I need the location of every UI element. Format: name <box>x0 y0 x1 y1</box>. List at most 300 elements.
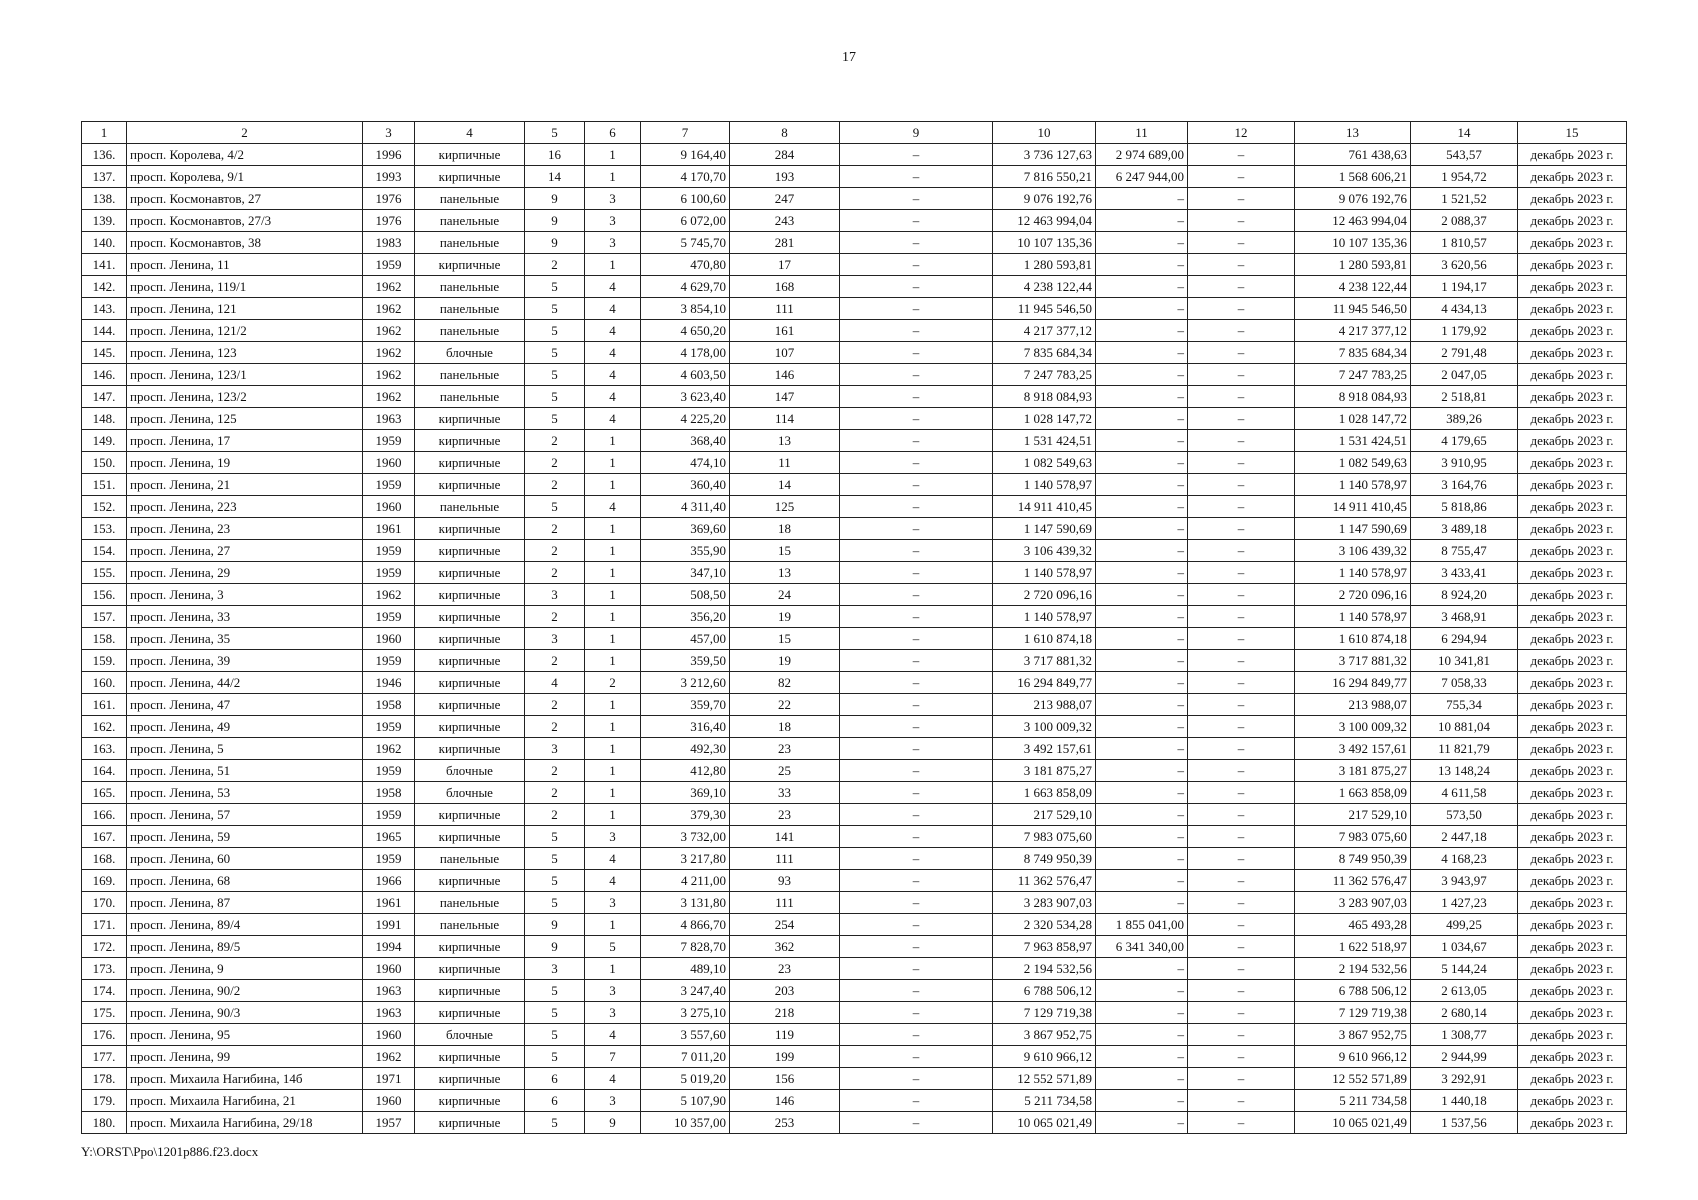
col9-cell: – <box>840 1112 993 1134</box>
col14-cell: 3 943,97 <box>1411 870 1518 892</box>
col12-cell: – <box>1188 276 1295 298</box>
residents-cell: 193 <box>730 166 840 188</box>
col9-cell: – <box>840 276 993 298</box>
total-cost-cell: 7 963 858,97 <box>993 936 1096 958</box>
entrances-cell: 1 <box>585 650 641 672</box>
entrances-cell: 1 <box>585 760 641 782</box>
area-cell: 347,10 <box>641 562 730 584</box>
col14-cell: 6 294,94 <box>1411 628 1518 650</box>
area-cell: 4 866,70 <box>641 914 730 936</box>
address-cell: просп. Михаила Нагибина, 29/18 <box>127 1112 363 1134</box>
year-cell: 1983 <box>363 232 415 254</box>
table-row <box>82 430 1627 452</box>
address-cell: просп. Ленина, 123/2 <box>127 386 363 408</box>
table-row <box>82 650 1627 672</box>
col13-cell: 10 107 135,36 <box>1295 232 1411 254</box>
total-cost-cell: 1 028 147,72 <box>993 408 1096 430</box>
col9-cell: – <box>840 650 993 672</box>
residents-cell: 111 <box>730 848 840 870</box>
row-number-cell: 145. <box>82 342 127 364</box>
entrances-cell: 1 <box>585 782 641 804</box>
floors-cell: 2 <box>525 562 585 584</box>
residents-cell: 19 <box>730 606 840 628</box>
col14-cell: 1 440,18 <box>1411 1090 1518 1112</box>
area-cell: 360,40 <box>641 474 730 496</box>
year-cell: 1991 <box>363 914 415 936</box>
header-row <box>82 122 1627 144</box>
entrances-cell: 1 <box>585 628 641 650</box>
floors-cell: 3 <box>525 738 585 760</box>
col11-cell: – <box>1096 1046 1188 1068</box>
floors-cell: 9 <box>525 188 585 210</box>
col13-cell: 1 280 593,81 <box>1295 254 1411 276</box>
row-number-cell: 176. <box>82 1024 127 1046</box>
col14-cell: 2 791,48 <box>1411 342 1518 364</box>
col14-cell: 10 341,81 <box>1411 650 1518 672</box>
floors-cell: 6 <box>525 1068 585 1090</box>
col11-cell: 6 247 944,00 <box>1096 166 1188 188</box>
address-cell: просп. Ленина, 90/3 <box>127 1002 363 1024</box>
col9-cell: – <box>840 474 993 496</box>
residents-cell: 141 <box>730 826 840 848</box>
address-cell: просп. Космонавтов, 27/3 <box>127 210 363 232</box>
wall-material-cell: кирпичные <box>415 430 525 452</box>
col9-cell: – <box>840 298 993 320</box>
col13-cell: 14 911 410,45 <box>1295 496 1411 518</box>
area-cell: 457,00 <box>641 628 730 650</box>
address-cell: просп. Ленина, 89/5 <box>127 936 363 958</box>
row-number-cell: 180. <box>82 1112 127 1134</box>
col9-cell: – <box>840 1090 993 1112</box>
table-row <box>82 1002 1627 1024</box>
col13-cell: 12 552 571,89 <box>1295 1068 1411 1090</box>
residents-cell: 247 <box>730 188 840 210</box>
col14-cell: 4 434,13 <box>1411 298 1518 320</box>
row-number-cell: 163. <box>82 738 127 760</box>
table-row <box>82 210 1627 232</box>
area-cell: 5 107,90 <box>641 1090 730 1112</box>
row-number-cell: 136. <box>82 144 127 166</box>
deadline-cell: декабрь 2023 г. <box>1518 474 1627 496</box>
table-row <box>82 364 1627 386</box>
wall-material-cell: кирпичные <box>415 254 525 276</box>
area-cell: 368,40 <box>641 430 730 452</box>
residents-cell: 119 <box>730 1024 840 1046</box>
col14-cell: 389,26 <box>1411 408 1518 430</box>
floors-cell: 5 <box>525 408 585 430</box>
entrances-cell: 4 <box>585 1024 641 1046</box>
area-cell: 4 629,70 <box>641 276 730 298</box>
floors-cell: 2 <box>525 782 585 804</box>
floors-cell: 5 <box>525 342 585 364</box>
table-row <box>82 1112 1627 1134</box>
residents-cell: 18 <box>730 518 840 540</box>
deadline-cell: декабрь 2023 г. <box>1518 232 1627 254</box>
col11-cell: – <box>1096 562 1188 584</box>
col14-cell: 10 881,04 <box>1411 716 1518 738</box>
wall-material-cell: блочные <box>415 760 525 782</box>
entrances-cell: 2 <box>585 672 641 694</box>
residents-cell: 253 <box>730 1112 840 1134</box>
residents-cell: 25 <box>730 760 840 782</box>
col11-cell: – <box>1096 628 1188 650</box>
wall-material-cell: кирпичные <box>415 606 525 628</box>
column-header: 5 <box>525 122 585 144</box>
col9-cell: – <box>840 716 993 738</box>
row-number-cell: 159. <box>82 650 127 672</box>
total-cost-cell: 9 610 966,12 <box>993 1046 1096 1068</box>
wall-material-cell: кирпичные <box>415 936 525 958</box>
floors-cell: 2 <box>525 518 585 540</box>
floors-cell: 3 <box>525 628 585 650</box>
col9-cell: – <box>840 452 993 474</box>
floors-cell: 5 <box>525 870 585 892</box>
wall-material-cell: панельные <box>415 298 525 320</box>
wall-material-cell: кирпичные <box>415 1090 525 1112</box>
col12-cell: – <box>1188 452 1295 474</box>
total-cost-cell: 1 280 593,81 <box>993 254 1096 276</box>
col11-cell: – <box>1096 210 1188 232</box>
year-cell: 1958 <box>363 782 415 804</box>
wall-material-cell: блочные <box>415 782 525 804</box>
col14-cell: 7 058,33 <box>1411 672 1518 694</box>
year-cell: 1960 <box>363 1024 415 1046</box>
total-cost-cell: 1 082 549,63 <box>993 452 1096 474</box>
col9-cell: – <box>840 232 993 254</box>
table-row <box>82 144 1627 166</box>
entrances-cell: 4 <box>585 496 641 518</box>
col13-cell: 12 463 994,04 <box>1295 210 1411 232</box>
table-body <box>82 144 1627 1134</box>
year-cell: 1959 <box>363 650 415 672</box>
wall-material-cell: кирпичные <box>415 474 525 496</box>
col11-cell: – <box>1096 1068 1188 1090</box>
area-cell: 5 745,70 <box>641 232 730 254</box>
col12-cell: – <box>1188 936 1295 958</box>
row-number-cell: 146. <box>82 364 127 386</box>
col11-cell: 2 974 689,00 <box>1096 144 1188 166</box>
total-cost-cell: 11 362 576,47 <box>993 870 1096 892</box>
entrances-cell: 1 <box>585 606 641 628</box>
column-header: 15 <box>1518 122 1627 144</box>
deadline-cell: декабрь 2023 г. <box>1518 804 1627 826</box>
year-cell: 1959 <box>363 760 415 782</box>
area-cell: 4 603,50 <box>641 364 730 386</box>
floors-cell: 3 <box>525 584 585 606</box>
col9-cell: – <box>840 804 993 826</box>
col12-cell: – <box>1188 804 1295 826</box>
total-cost-cell: 213 988,07 <box>993 694 1096 716</box>
row-number-cell: 151. <box>82 474 127 496</box>
area-cell: 7 011,20 <box>641 1046 730 1068</box>
col13-cell: 3 492 157,61 <box>1295 738 1411 760</box>
floors-cell: 5 <box>525 892 585 914</box>
year-cell: 1959 <box>363 804 415 826</box>
col11-cell: – <box>1096 298 1188 320</box>
year-cell: 1962 <box>363 342 415 364</box>
entrances-cell: 1 <box>585 562 641 584</box>
floors-cell: 5 <box>525 980 585 1002</box>
residents-cell: 23 <box>730 804 840 826</box>
entrances-cell: 4 <box>585 342 641 364</box>
row-number-cell: 156. <box>82 584 127 606</box>
col12-cell: – <box>1188 166 1295 188</box>
year-cell: 1959 <box>363 254 415 276</box>
deadline-cell: декабрь 2023 г. <box>1518 166 1627 188</box>
address-cell: просп. Ленина, 223 <box>127 496 363 518</box>
address-cell: просп. Космонавтов, 27 <box>127 188 363 210</box>
entrances-cell: 3 <box>585 1090 641 1112</box>
deadline-cell: декабрь 2023 г. <box>1518 738 1627 760</box>
year-cell: 1963 <box>363 408 415 430</box>
col11-cell: – <box>1096 958 1188 980</box>
area-cell: 3 217,80 <box>641 848 730 870</box>
col12-cell: – <box>1188 210 1295 232</box>
col11-cell: – <box>1096 870 1188 892</box>
table-row <box>82 540 1627 562</box>
total-cost-cell: 12 463 994,04 <box>993 210 1096 232</box>
entrances-cell: 1 <box>585 540 641 562</box>
page-number: 17 <box>842 50 856 65</box>
col13-cell: 1 147 590,69 <box>1295 518 1411 540</box>
wall-material-cell: блочные <box>415 1024 525 1046</box>
residents-cell: 281 <box>730 232 840 254</box>
entrances-cell: 4 <box>585 364 641 386</box>
wall-material-cell: кирпичные <box>415 980 525 1002</box>
row-number-cell: 142. <box>82 276 127 298</box>
total-cost-cell: 3 867 952,75 <box>993 1024 1096 1046</box>
area-cell: 3 557,60 <box>641 1024 730 1046</box>
total-cost-cell: 9 076 192,76 <box>993 188 1096 210</box>
table-row <box>82 848 1627 870</box>
column-header: 9 <box>840 122 993 144</box>
area-cell: 4 225,20 <box>641 408 730 430</box>
residents-cell: 203 <box>730 980 840 1002</box>
wall-material-cell: кирпичные <box>415 870 525 892</box>
row-number-cell: 140. <box>82 232 127 254</box>
col13-cell: 3 181 875,27 <box>1295 760 1411 782</box>
col9-cell: – <box>840 848 993 870</box>
col11-cell: – <box>1096 738 1188 760</box>
deadline-cell: декабрь 2023 г. <box>1518 496 1627 518</box>
col12-cell: – <box>1188 1068 1295 1090</box>
col9-cell: – <box>840 210 993 232</box>
wall-material-cell: кирпичные <box>415 1112 525 1134</box>
col12-cell: – <box>1188 848 1295 870</box>
col14-cell: 3 433,41 <box>1411 562 1518 584</box>
area-cell: 6 072,00 <box>641 210 730 232</box>
col13-cell: 6 788 506,12 <box>1295 980 1411 1002</box>
col14-cell: 1 521,52 <box>1411 188 1518 210</box>
area-cell: 474,10 <box>641 452 730 474</box>
year-cell: 1962 <box>363 320 415 342</box>
row-number-cell: 168. <box>82 848 127 870</box>
entrances-cell: 3 <box>585 1002 641 1024</box>
year-cell: 1976 <box>363 188 415 210</box>
col13-cell: 7 129 719,38 <box>1295 1002 1411 1024</box>
entrances-cell: 1 <box>585 914 641 936</box>
col9-cell: – <box>840 562 993 584</box>
col13-cell: 1 140 578,97 <box>1295 474 1411 496</box>
entrances-cell: 1 <box>585 738 641 760</box>
deadline-cell: декабрь 2023 г. <box>1518 826 1627 848</box>
total-cost-cell: 1 663 858,09 <box>993 782 1096 804</box>
col14-cell: 1 179,92 <box>1411 320 1518 342</box>
floors-cell: 9 <box>525 936 585 958</box>
deadline-cell: декабрь 2023 г. <box>1518 584 1627 606</box>
col14-cell: 8 755,47 <box>1411 540 1518 562</box>
deadline-cell: декабрь 2023 г. <box>1518 716 1627 738</box>
area-cell: 369,60 <box>641 518 730 540</box>
col14-cell: 5 144,24 <box>1411 958 1518 980</box>
floors-cell: 9 <box>525 232 585 254</box>
address-cell: просп. Ленина, 99 <box>127 1046 363 1068</box>
entrances-cell: 1 <box>585 452 641 474</box>
address-cell: просп. Королева, 4/2 <box>127 144 363 166</box>
col11-cell: – <box>1096 1090 1188 1112</box>
col13-cell: 3 867 952,75 <box>1295 1024 1411 1046</box>
address-cell: просп. Ленина, 89/4 <box>127 914 363 936</box>
residents-cell: 22 <box>730 694 840 716</box>
year-cell: 1962 <box>363 276 415 298</box>
year-cell: 1959 <box>363 562 415 584</box>
col13-cell: 5 211 734,58 <box>1295 1090 1411 1112</box>
wall-material-cell: кирпичные <box>415 672 525 694</box>
table-row <box>82 738 1627 760</box>
col12-cell: – <box>1188 914 1295 936</box>
entrances-cell: 4 <box>585 276 641 298</box>
entrances-cell: 4 <box>585 386 641 408</box>
address-cell: просп. Ленина, 27 <box>127 540 363 562</box>
column-header: 4 <box>415 122 525 144</box>
area-cell: 3 275,10 <box>641 1002 730 1024</box>
deadline-cell: декабрь 2023 г. <box>1518 144 1627 166</box>
col13-cell: 8 918 084,93 <box>1295 386 1411 408</box>
residents-cell: 125 <box>730 496 840 518</box>
table-row <box>82 276 1627 298</box>
deadline-cell: декабрь 2023 г. <box>1518 452 1627 474</box>
residents-cell: 168 <box>730 276 840 298</box>
area-cell: 489,10 <box>641 958 730 980</box>
col12-cell: – <box>1188 1024 1295 1046</box>
col9-cell: – <box>840 144 993 166</box>
wall-material-cell: кирпичные <box>415 562 525 584</box>
row-number-cell: 143. <box>82 298 127 320</box>
entrances-cell: 4 <box>585 1068 641 1090</box>
row-number-cell: 155. <box>82 562 127 584</box>
wall-material-cell: кирпичные <box>415 1046 525 1068</box>
total-cost-cell: 8 918 084,93 <box>993 386 1096 408</box>
column-header: 12 <box>1188 122 1295 144</box>
deadline-cell: декабрь 2023 г. <box>1518 848 1627 870</box>
floors-cell: 5 <box>525 1024 585 1046</box>
entrances-cell: 3 <box>585 232 641 254</box>
deadline-cell: декабрь 2023 г. <box>1518 606 1627 628</box>
address-cell: просп. Ленина, 3 <box>127 584 363 606</box>
row-number-cell: 137. <box>82 166 127 188</box>
residents-cell: 156 <box>730 1068 840 1090</box>
total-cost-cell: 6 788 506,12 <box>993 980 1096 1002</box>
total-cost-cell: 5 211 734,58 <box>993 1090 1096 1112</box>
table-row <box>82 496 1627 518</box>
col13-cell: 7 983 075,60 <box>1295 826 1411 848</box>
year-cell: 1959 <box>363 606 415 628</box>
table-row <box>82 320 1627 342</box>
area-cell: 356,20 <box>641 606 730 628</box>
row-number-cell: 173. <box>82 958 127 980</box>
total-cost-cell: 12 552 571,89 <box>993 1068 1096 1090</box>
deadline-cell: декабрь 2023 г. <box>1518 364 1627 386</box>
address-cell: просп. Михаила Нагибина, 14б <box>127 1068 363 1090</box>
wall-material-cell: панельные <box>415 848 525 870</box>
address-cell: просп. Ленина, 95 <box>127 1024 363 1046</box>
row-number-cell: 148. <box>82 408 127 430</box>
floors-cell: 2 <box>525 694 585 716</box>
address-cell: просп. Ленина, 23 <box>127 518 363 540</box>
col11-cell: – <box>1096 650 1188 672</box>
col13-cell: 1 622 518,97 <box>1295 936 1411 958</box>
entrances-cell: 3 <box>585 980 641 1002</box>
col12-cell: – <box>1188 518 1295 540</box>
row-number-cell: 175. <box>82 1002 127 1024</box>
wall-material-cell: кирпичные <box>415 1002 525 1024</box>
deadline-cell: декабрь 2023 г. <box>1518 1112 1627 1134</box>
entrances-cell: 1 <box>585 694 641 716</box>
col9-cell: – <box>840 672 993 694</box>
deadline-cell: декабрь 2023 г. <box>1518 1002 1627 1024</box>
floors-cell: 16 <box>525 144 585 166</box>
col12-cell: – <box>1188 628 1295 650</box>
deadline-cell: декабрь 2023 г. <box>1518 540 1627 562</box>
column-header: 14 <box>1411 122 1518 144</box>
col12-cell: – <box>1188 232 1295 254</box>
area-cell: 492,30 <box>641 738 730 760</box>
col12-cell: – <box>1188 760 1295 782</box>
column-header: 7 <box>641 122 730 144</box>
address-cell: просп. Ленина, 5 <box>127 738 363 760</box>
area-cell: 5 019,20 <box>641 1068 730 1090</box>
residents-cell: 13 <box>730 562 840 584</box>
col9-cell: – <box>840 892 993 914</box>
col13-cell: 1 140 578,97 <box>1295 562 1411 584</box>
column-header: 3 <box>363 122 415 144</box>
col14-cell: 5 818,86 <box>1411 496 1518 518</box>
address-cell: просп. Ленина, 49 <box>127 716 363 738</box>
col9-cell: – <box>840 386 993 408</box>
area-cell: 316,40 <box>641 716 730 738</box>
floors-cell: 5 <box>525 826 585 848</box>
col12-cell: – <box>1188 826 1295 848</box>
table-row <box>82 584 1627 606</box>
col14-cell: 11 821,79 <box>1411 738 1518 760</box>
year-cell: 1959 <box>363 716 415 738</box>
floors-cell: 2 <box>525 474 585 496</box>
wall-material-cell: панельные <box>415 320 525 342</box>
table-row <box>82 386 1627 408</box>
col11-cell: – <box>1096 276 1188 298</box>
row-number-cell: 138. <box>82 188 127 210</box>
total-cost-cell: 3 106 439,32 <box>993 540 1096 562</box>
col14-cell: 3 468,91 <box>1411 606 1518 628</box>
address-cell: просп. Ленина, 53 <box>127 782 363 804</box>
col11-cell: – <box>1096 188 1188 210</box>
column-header: 1 <box>82 122 127 144</box>
residents-cell: 114 <box>730 408 840 430</box>
area-cell: 3 854,10 <box>641 298 730 320</box>
wall-material-cell: панельные <box>415 892 525 914</box>
floors-cell: 5 <box>525 386 585 408</box>
area-cell: 10 357,00 <box>641 1112 730 1134</box>
